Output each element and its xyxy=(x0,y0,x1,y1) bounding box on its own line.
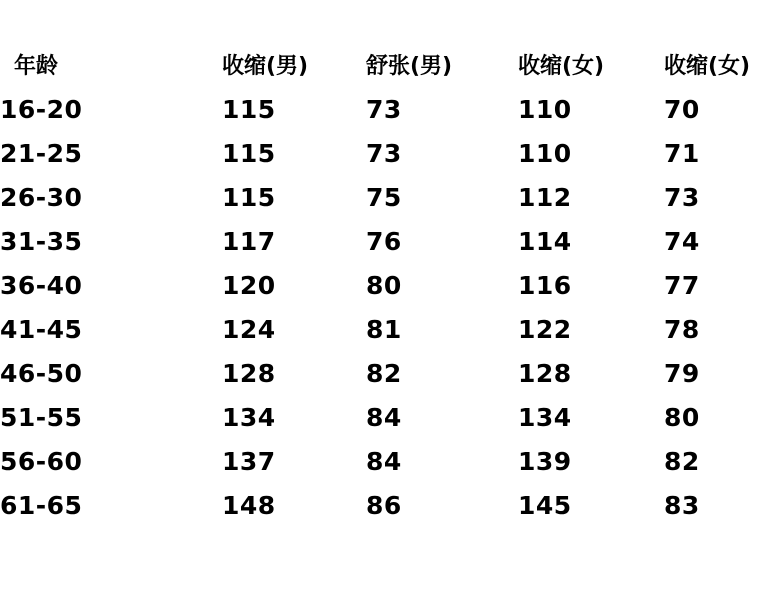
cell-diastolic-male: 81 xyxy=(366,315,402,344)
table-row xyxy=(0,132,780,176)
table-row xyxy=(0,86,780,132)
cell-diastolic-female: 77 xyxy=(664,271,700,300)
cell-systolic-male: 117 xyxy=(222,227,276,256)
cell-age: 51-55 xyxy=(0,403,83,432)
cell-systolic-male: 115 xyxy=(222,183,276,212)
table-row xyxy=(0,308,780,352)
cell-systolic-female: 139 xyxy=(518,447,572,476)
cell-systolic-female: 112 xyxy=(518,183,572,212)
cell-diastolic-female: 71 xyxy=(664,139,700,168)
cell-systolic-female: 128 xyxy=(518,359,572,388)
cell-age: 46-50 xyxy=(0,359,83,388)
cell-systolic-female: 110 xyxy=(518,139,572,168)
cell-age: 16-20 xyxy=(0,95,83,124)
cell-age: 61-65 xyxy=(0,491,83,520)
cell-age: 21-25 xyxy=(0,139,83,168)
cell-diastolic-female: 82 xyxy=(664,447,700,476)
table-header xyxy=(0,48,780,86)
table-row xyxy=(0,352,780,396)
cell-age: 36-40 xyxy=(0,271,83,300)
cell-diastolic-female: 78 xyxy=(664,315,700,344)
cell-diastolic-male: 84 xyxy=(366,447,402,476)
column-header-diastolic-female: 收缩(女) xyxy=(664,54,751,79)
cell-diastolic-female: 70 xyxy=(664,95,700,124)
cell-age: 41-45 xyxy=(0,315,83,344)
cell-age: 31-35 xyxy=(0,227,83,256)
cell-systolic-male: 134 xyxy=(222,403,276,432)
table-row xyxy=(0,396,780,440)
cell-systolic-male: 120 xyxy=(222,271,276,300)
cell-systolic-female: 114 xyxy=(518,227,572,256)
column-header-diastolic-male: 舒张(男) xyxy=(366,54,453,79)
table-row xyxy=(0,176,780,220)
cell-age: 26-30 xyxy=(0,183,83,212)
cell-diastolic-female: 79 xyxy=(664,359,700,388)
cell-systolic-female: 110 xyxy=(518,95,572,124)
cell-systolic-male: 137 xyxy=(222,447,276,476)
cell-diastolic-male: 73 xyxy=(366,139,402,168)
column-header-systolic-female: 收缩(女) xyxy=(518,54,605,79)
cell-systolic-female: 116 xyxy=(518,271,572,300)
cell-systolic-male: 115 xyxy=(222,95,276,124)
cell-diastolic-male: 73 xyxy=(366,95,402,124)
cell-diastolic-male: 80 xyxy=(366,271,402,300)
cell-diastolic-female: 73 xyxy=(664,183,700,212)
column-header-age: 年龄 xyxy=(14,54,59,79)
cell-systolic-male: 115 xyxy=(222,139,276,168)
cell-diastolic-male: 82 xyxy=(366,359,402,388)
table-header-row xyxy=(0,48,780,86)
cell-diastolic-male: 76 xyxy=(366,227,402,256)
cell-systolic-female: 145 xyxy=(518,491,572,520)
cell-systolic-male: 128 xyxy=(222,359,276,388)
cell-diastolic-male: 86 xyxy=(366,491,402,520)
cell-systolic-male: 124 xyxy=(222,315,276,344)
table-body xyxy=(0,86,780,528)
cell-diastolic-male: 84 xyxy=(366,403,402,432)
cell-age: 56-60 xyxy=(0,447,83,476)
column-header-systolic-male: 收缩(男) xyxy=(222,54,309,79)
table-row xyxy=(0,220,780,264)
table-row xyxy=(0,440,780,484)
cell-diastolic-male: 75 xyxy=(366,183,402,212)
table-row xyxy=(0,264,780,308)
blood-pressure-table xyxy=(0,48,780,528)
cell-diastolic-female: 74 xyxy=(664,227,700,256)
cell-systolic-female: 134 xyxy=(518,403,572,432)
cell-systolic-female: 122 xyxy=(518,315,572,344)
cell-diastolic-female: 80 xyxy=(664,403,700,432)
table-row xyxy=(0,484,780,528)
cell-diastolic-female: 83 xyxy=(664,491,700,520)
cell-systolic-male: 148 xyxy=(222,491,276,520)
